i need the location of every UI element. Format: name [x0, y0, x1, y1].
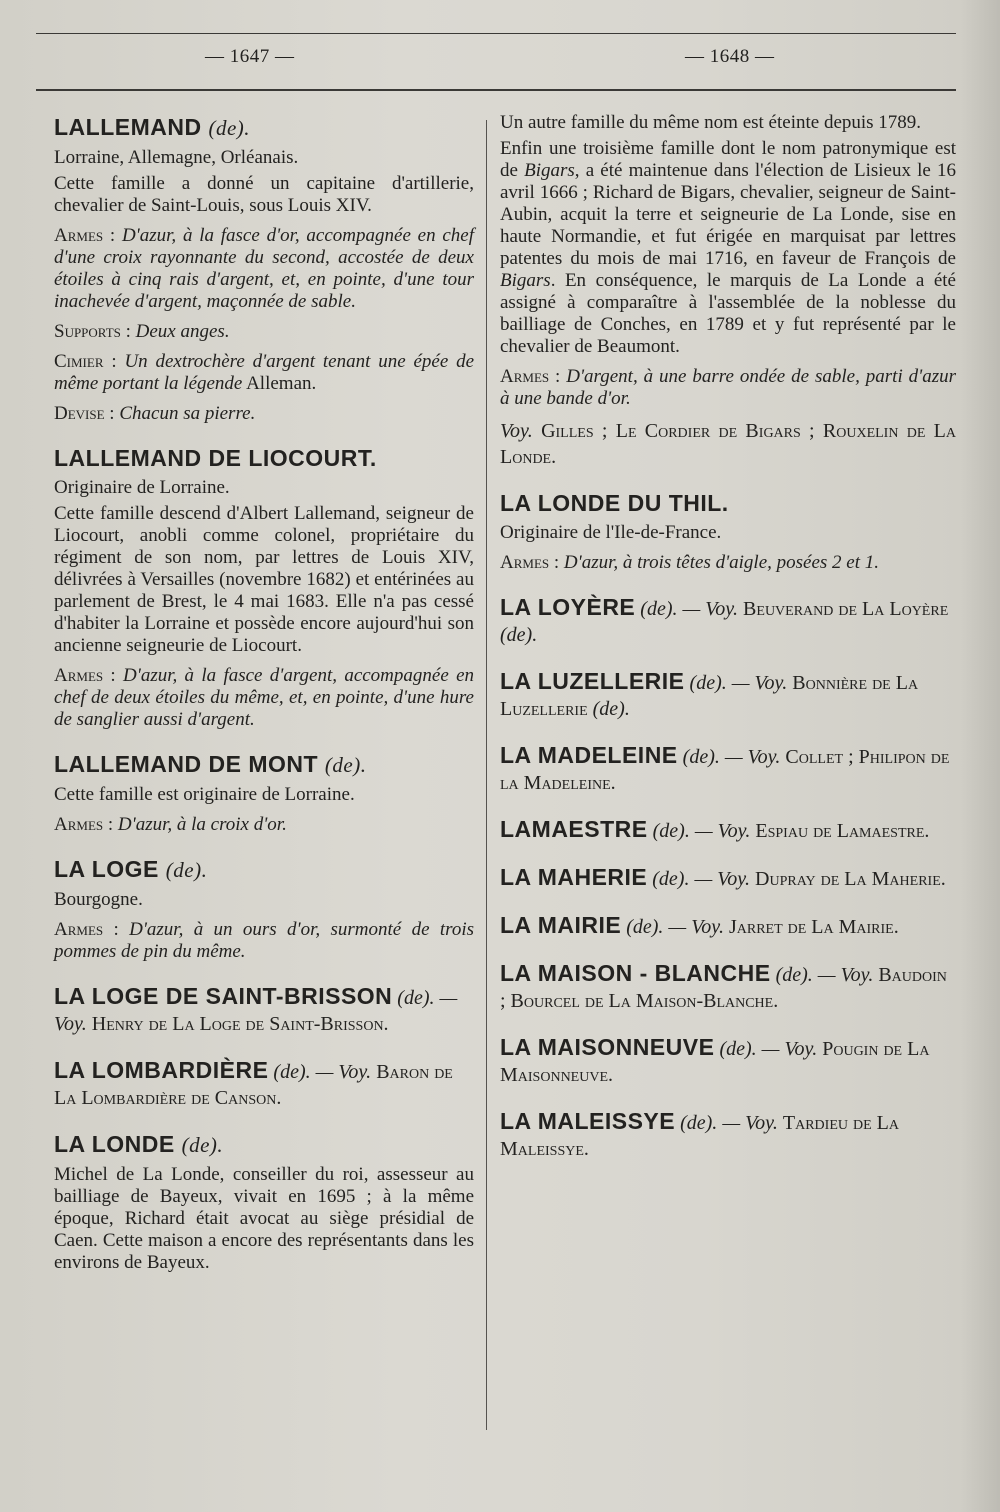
- entry-cimier: [54, 351, 474, 395]
- entry-history: Cette famille descend d'Albert Lallemand, seigneur de Liocourt, anobli comme colonel, propriétaire du régiment de son nom, par lettres de Louis XIV, délivrées à Versailles (novembre 1682) et entérinées au parlement de Brest, le 4 mai 1683. Elle n'a pas cessé d'habiter la Lorraine et possède encore aujourd'hui son ancienne seigneurie de Liocourt.: [54, 503, 474, 656]
- history-name: Bigars: [524, 160, 575, 181]
- voy-label: — Voy.: [722, 1112, 778, 1134]
- cimier-tail: Alleman.: [246, 373, 317, 394]
- entry-particle: (de).: [208, 116, 251, 140]
- cross-reference: Baudoin ; Bourcel de La Maison-Blanche.: [500, 964, 947, 1012]
- entry-name: LALLEMAND DE MONT: [54, 751, 319, 777]
- armes-text: D'azur, à un ours d'or, surmonté de trois pommes de pin du même.: [54, 919, 475, 962]
- voy-label: — Voy.: [682, 598, 739, 620]
- voy-label: — Voy.: [724, 746, 781, 768]
- entry-lallemand-de-mont: [54, 749, 474, 836]
- right-page-number: — 1648 —: [685, 46, 775, 67]
- entry-name: LA MAISON - BLANCHE: [500, 960, 771, 986]
- voy-label: — Voy.: [817, 964, 874, 986]
- entry-name: LA MAIRIE: [500, 912, 622, 938]
- entry-particle: (de).: [165, 858, 208, 882]
- armes-text: D'azur, à la croix d'or.: [117, 814, 287, 835]
- entry-name: LA LUZELLERIE: [500, 668, 685, 694]
- page-edge-shadow: [960, 0, 1000, 1512]
- top-rule: [36, 33, 956, 34]
- armes-text: D'azur, à la fasce d'or, accompagnée en chef d'une croix rayonnante du second, accostée de deux étoiles à cinq rais d'argent, et, en pointe, d'une tour inachevée d'argent, maçonnée de sable.: [54, 225, 475, 312]
- entry-name: LA MALEISSYE: [500, 1108, 676, 1134]
- entry-lallemand: [54, 112, 474, 425]
- entry-la-londe: [54, 1129, 474, 1274]
- entry-origin: Originaire de Lorraine.: [54, 477, 230, 498]
- voy-label: — Voy.: [761, 1038, 818, 1060]
- devise-label: Devise :: [54, 403, 115, 424]
- entry-name: LA LOGE: [54, 856, 159, 882]
- column-divider: [486, 120, 487, 1430]
- cimier-label: Cimier :: [54, 351, 117, 372]
- left-column: [54, 112, 474, 1292]
- entry-particle: (de).: [181, 1133, 224, 1157]
- cross-reference: Dupray de La Maherie.: [755, 868, 946, 890]
- cross-reference: Tardieu de La Maleissye.: [500, 1112, 899, 1160]
- voy-label: — Voy.: [731, 672, 788, 694]
- entry-la-luzellerie: [500, 666, 956, 722]
- cross-reference: Henry de La Loge de Saint-Brisson.: [91, 1013, 389, 1035]
- entry-particle: (de).: [273, 1061, 311, 1083]
- entry-title: [54, 854, 474, 885]
- entry-particle: (de).: [775, 964, 813, 986]
- voy-label: — Voy.: [694, 820, 751, 842]
- entry-see-also: [500, 418, 956, 470]
- cross-reference: Jarret de La Mairie.: [728, 916, 899, 938]
- armes-label: Armes :: [54, 814, 114, 835]
- continued-paragraph: Un autre famille du même nom est éteinte depuis 1789.: [500, 112, 922, 133]
- entry-name: LALLEMAND: [54, 114, 202, 140]
- entry-origin: Lorraine, Allemagne, Orléanais.: [54, 147, 299, 168]
- entry-title: LALLEMAND DE LIOCOURT.: [54, 445, 377, 471]
- armes-label: Armes :: [500, 366, 561, 387]
- right-column: [500, 112, 956, 1180]
- entry-la-maherie: [500, 862, 956, 892]
- entry-la-londe-continued: [500, 112, 956, 470]
- entry-name: LA LOYÈRE: [500, 594, 636, 620]
- devise-text: Chacun sa pierre.: [119, 403, 256, 424]
- entry-particle: (de).: [640, 598, 678, 620]
- entry-la-londe-du-thil: [500, 488, 956, 574]
- entry-armes: [54, 665, 474, 731]
- history-part: . En conséquence, le marquis de La Londe a été assigné à comparaître à l'assemblée de la noblesse du bailliage de Conches, en 1789 et y fut représenté par le chevalier de Beaumont.: [500, 270, 956, 357]
- entry-name: LA LONDE: [54, 1131, 175, 1157]
- supports-label: Supports :: [54, 321, 131, 342]
- entry-la-loge: [54, 854, 474, 963]
- voy-label: — Voy.: [315, 1061, 372, 1083]
- header-rule: [36, 89, 956, 91]
- left-page-number: — 1647 —: [205, 46, 295, 67]
- cross-reference: Beuverand de La Loyère: [743, 598, 949, 620]
- reference-particle: (de).: [500, 624, 538, 646]
- entry-la-loge-de-saint-brisson: [54, 981, 474, 1037]
- entry-name: LA LOMBARDIÈRE: [54, 1057, 269, 1083]
- entry-devise: [54, 403, 474, 425]
- entry-particle: (de).: [680, 1112, 718, 1134]
- armes-text: D'azur, à trois têtes d'aigle, posées 2 et 1.: [563, 552, 880, 573]
- entry-lallemand-de-liocourt: [54, 443, 474, 731]
- entry-armes: [54, 225, 474, 313]
- cross-reference: Collet ; Philipon de la Madeleine.: [500, 746, 950, 794]
- entry-particle: (de).: [397, 987, 435, 1009]
- armes-text: D'azur, à la fasce d'argent, accompagnée en chef de deux étoiles du même, et, en pointe, d'une hure de sanglier aussi d'argent.: [54, 665, 475, 730]
- cross-reference: Espiau de Lamaestre.: [755, 820, 930, 842]
- entry-supports: [54, 321, 474, 343]
- armes-label: Armes :: [54, 225, 116, 246]
- entry-la-maisonneuve: [500, 1032, 956, 1088]
- entry-title: [54, 112, 474, 143]
- entry-la-maleissye: [500, 1106, 956, 1162]
- voy-label: — Voy.: [694, 868, 751, 890]
- entry-particle: (de).: [689, 672, 727, 694]
- entry-history: Michel de La Londe, conseiller du roi, assesseur au bailliage de Bayeux, vivait en 1695 ; à la même époque, Richard était avocat au siège présidial de Caen. Cette maison a encore des représentants dans les environs de Bayeux.: [54, 1164, 474, 1273]
- entry-history: Cette famille a donné un capitaine d'artillerie, chevalier de Saint-Louis, sous Louis XIV.: [54, 173, 474, 216]
- cross-reference: Bonnière de La Luzellerie: [500, 672, 919, 720]
- entry-origin: Originaire de l'Ile-de-France.: [500, 522, 722, 543]
- supports-text: Deux anges.: [135, 321, 230, 342]
- armes-label: Armes :: [54, 919, 119, 940]
- armes-label: Armes :: [54, 665, 116, 686]
- cimier-text: Un dextrochère d'argent tenant une épée de même portant la légende: [54, 351, 475, 394]
- voy-label: — Voy.: [668, 916, 724, 938]
- entry-particle: (de).: [682, 746, 720, 768]
- voy-label: — Voy.: [54, 987, 458, 1035]
- entry-armes: [500, 366, 956, 410]
- entry-origin: Bourgogne.: [54, 889, 143, 910]
- entry-particle: (de).: [719, 1038, 757, 1060]
- entry-name: LAMAESTRE: [500, 816, 648, 842]
- entry-armes: [54, 814, 474, 836]
- entry-origin: Cette famille est originaire de Lorraine.: [54, 784, 355, 805]
- entry-la-mairie: [500, 910, 956, 940]
- entry-name: LA MAHERIE: [500, 864, 648, 890]
- entry-particle: (de).: [652, 868, 690, 890]
- armes-label: Armes :: [500, 552, 560, 573]
- entry-particle: (de).: [324, 753, 367, 777]
- entry-particle: (de).: [652, 820, 690, 842]
- voy-label: Voy.: [500, 420, 533, 442]
- entry-title: [54, 1129, 474, 1160]
- entry-lamaestre: [500, 814, 956, 844]
- entry-armes: [500, 552, 956, 574]
- history-name: Bigars: [500, 270, 551, 291]
- history-part: Enfin une troisième famille dont le nom patronymique est de: [500, 138, 956, 181]
- continued-history: [500, 138, 956, 358]
- cross-reference: Pougin de La Maisonneuve.: [500, 1038, 930, 1086]
- entry-title: [54, 749, 474, 780]
- entry-name: LA MADELEINE: [500, 742, 678, 768]
- armes-text: D'argent, à une barre ondée de sable, parti d'azur à une bande d'or.: [500, 366, 957, 409]
- history-part: , a été maintenue dans l'élection de Lisieux le 16 avril 1666 ; Richard de Bigars, chevalier, seigneur de Saint-Aubin, acquit la terre et seigneurie de La Londe, sise en haute Normandie, et fut érigée en marquisat par lettres patentes du mois de mai 1716, en faveur de François de: [500, 160, 957, 269]
- entry-particle: (de).: [626, 916, 664, 938]
- reference-particle: (de).: [592, 698, 630, 720]
- entry-la-madeleine: [500, 740, 956, 796]
- entry-la-loyere: [500, 592, 956, 648]
- entry-title: LA LONDE DU THIL.: [500, 490, 729, 516]
- cross-reference: Baron de La Lombardière de Canson.: [54, 1061, 453, 1109]
- cross-reference: Gilles ; Le Cordier de Bigars ; Rouxelin de La Londe.: [500, 420, 956, 468]
- entry-name: LA LOGE DE SAINT-BRISSON: [54, 983, 393, 1009]
- entry-name: LA MAISONNEUVE: [500, 1034, 715, 1060]
- entry-la-maison-blanche: [500, 958, 956, 1014]
- entry-armes: [54, 919, 474, 963]
- entry-la-lombardiere: [54, 1055, 474, 1111]
